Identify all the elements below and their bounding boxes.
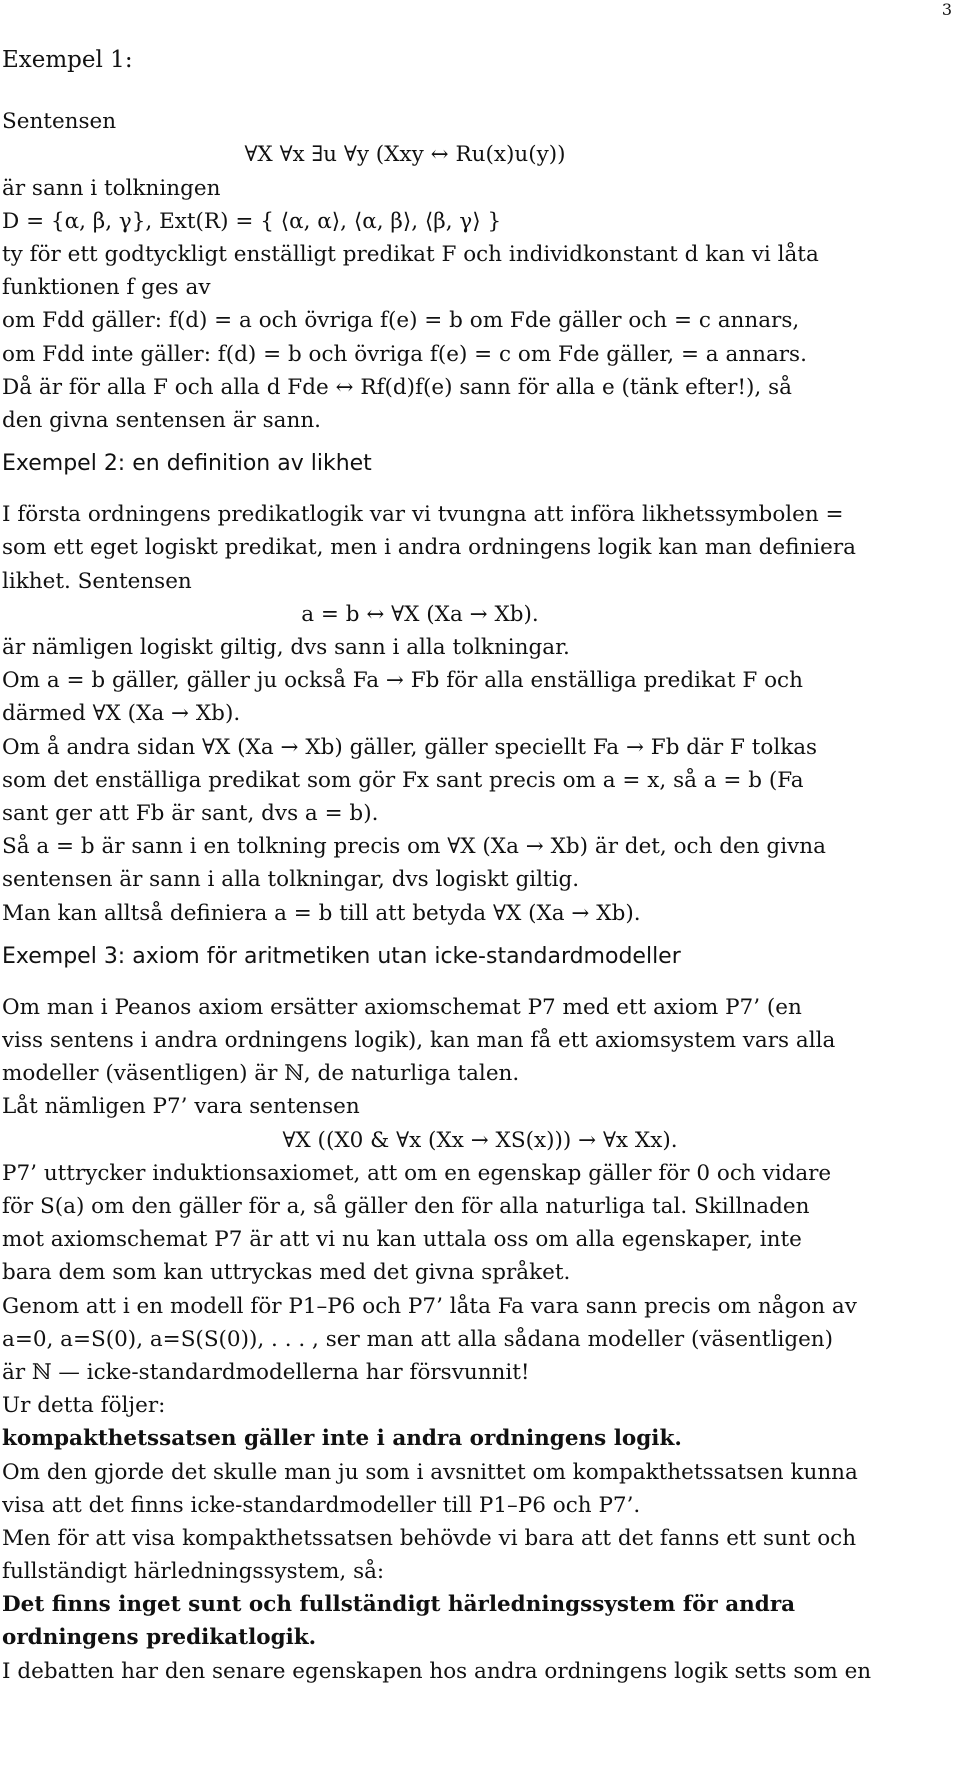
conclusion-bold-line: Det finns inget sunt och fullständigt härledningssystem för andra bbox=[2, 1592, 796, 1618]
conclusion-bold-line: ordningens predikatlogik. bbox=[2, 1625, 317, 1651]
paragraph-line: är sann i tolkningen bbox=[2, 175, 221, 201]
paragraph-line: Om den gjorde det skulle man ju som i avsnittet om kompakthetssatsen kunna bbox=[2, 1459, 858, 1485]
paragraph-line: mot axiomschemat P7 är att vi nu kan uttala oss om alla egenskaper, inte bbox=[2, 1227, 802, 1253]
paragraph-line: om Fdd gäller: f(d) = a och övriga f(e) = b om Fde gäller och = c annars, bbox=[2, 308, 800, 334]
example-1-intro: Sentensen bbox=[2, 109, 117, 135]
paragraph-line: som ett eget logiskt predikat, men i andra ordningens logik kan man definiera bbox=[2, 535, 856, 561]
example-1-formula: ∀X ∀x ∃u ∀y (Xxy ↔ Ru(x)u(y)) bbox=[244, 142, 566, 168]
example-2-formula: a = b ↔ ∀X (Xa → Xb). bbox=[301, 601, 539, 627]
paragraph-line: därmed ∀X (Xa → Xb). bbox=[2, 701, 241, 727]
paragraph-line: visa att det finns icke-standardmodeller till P1–P6 och P7’. bbox=[2, 1492, 641, 1518]
paragraph-line: Så a = b är sann i en tolkning precis om ∀X (Xa → Xb) är det, och den givna bbox=[2, 834, 826, 860]
example-1-heading: Exempel 1: bbox=[2, 47, 133, 73]
paragraph-line: Om man i Peanos axiom ersätter axiomschemat P7 med ett axiom P7’ (en bbox=[2, 994, 802, 1020]
paragraph-line: bara dem som kan uttryckas med det givna språket. bbox=[2, 1260, 571, 1286]
paragraph-line: fullständigt härledningssystem, så: bbox=[2, 1559, 385, 1585]
paragraph-line: Om a = b gäller, gäller ju också Fa → Fb för alla enställiga predikat F och bbox=[2, 668, 803, 694]
paragraph-line: Låt nämligen P7’ vara sentensen bbox=[2, 1094, 360, 1120]
paragraph-line: för S(a) om den gäller för a, så gäller den för alla naturliga tal. Skillnaden bbox=[2, 1194, 810, 1219]
paragraph-line: likhet. Sentensen bbox=[2, 568, 192, 594]
paragraph-line: ty för ett godtyckligt enställigt predikat F och individkonstant d kan vi låta bbox=[2, 241, 819, 267]
paragraph-line: viss sentens i andra ordningens logik), kan man få ett axiomsystem vars alla bbox=[2, 1028, 836, 1054]
paragraph-line: är ℕ — icke-standardmodellerna har försvunnit! bbox=[2, 1359, 530, 1385]
paragraph-line: a=0, a=S(0), a=S(S(0)), . . . , ser man att alla sådana modeller (väsentligen) bbox=[2, 1326, 834, 1352]
paragraph-line: Men för att visa kompakthetssatsen behövde vi bara att det fanns ett sunt och bbox=[2, 1525, 857, 1551]
paragraph-line: Om å andra sidan ∀X (Xa → Xb) gäller, gäller speciellt Fa → Fb där F tolkas bbox=[2, 734, 818, 760]
paragraph-line: P7’ uttrycker induktionsaxiomet, att om en egenskap gäller för 0 och vidare bbox=[2, 1160, 832, 1186]
paragraph-line: som det enställiga predikat som gör Fx sant precis om a = x, så a = b (Fa bbox=[2, 767, 804, 793]
page-number: 3 bbox=[941, 0, 952, 19]
paragraph-line: funktionen f ges av bbox=[2, 275, 211, 301]
paragraph-line: är nämligen logiskt giltig, dvs sann i alla tolkningar. bbox=[2, 635, 570, 660]
paragraph-line: om Fdd inte gäller: f(d) = b och övriga f(e) = c om Fde gäller, = a annars. bbox=[2, 341, 807, 367]
paragraph-line: den givna sentensen är sann. bbox=[2, 407, 322, 433]
paragraph-line: Ur detta följer: bbox=[2, 1393, 166, 1419]
paragraph-line: Man kan alltså definiera a = b till att betyda ∀X (Xa → Xb). bbox=[2, 900, 641, 926]
paragraph-line: Då är för alla F och alla d Fde ↔ Rf(d)f(e) sann för alla e (tänk efter!), så bbox=[2, 374, 792, 400]
paragraph-line: sentensen är sann i alla tolkningar, dvs logiskt giltig. bbox=[2, 867, 580, 893]
paragraph-line: Genom att i en modell för P1–P6 och P7’ låta Fa vara sann precis om någon av bbox=[2, 1293, 857, 1319]
paragraph-line: modeller (väsentligen) är ℕ, de naturliga talen. bbox=[2, 1061, 520, 1087]
document-body bbox=[2, 44, 958, 1688]
example-2-heading: Exempel 2: en definition av likhet bbox=[2, 451, 372, 477]
paragraph-line: D = {α, β, γ}, Ext(R) = { ⟨α, α⟩, ⟨α, β⟩, ⟨β, γ⟩ } bbox=[2, 208, 502, 234]
example-3-formula: ∀X ((X0 & ∀x (Xx → XS(x))) → ∀x Xx). bbox=[282, 1127, 678, 1153]
conclusion-bold-line: kompakthetssatsen gäller inte i andra ordningens logik. bbox=[2, 1426, 682, 1452]
example-3-heading: Exempel 3: axiom för aritmetiken utan icke-standardmodeller bbox=[2, 943, 681, 969]
paragraph-line: sant ger att Fb är sant, dvs a = b). bbox=[2, 800, 379, 826]
paragraph-line: I debatten har den senare egenskapen hos andra ordningens logik setts som en bbox=[2, 1658, 872, 1684]
paragraph-line: I första ordningens predikatlogik var vi tvungna att införa likhetssymbolen = bbox=[2, 502, 844, 528]
